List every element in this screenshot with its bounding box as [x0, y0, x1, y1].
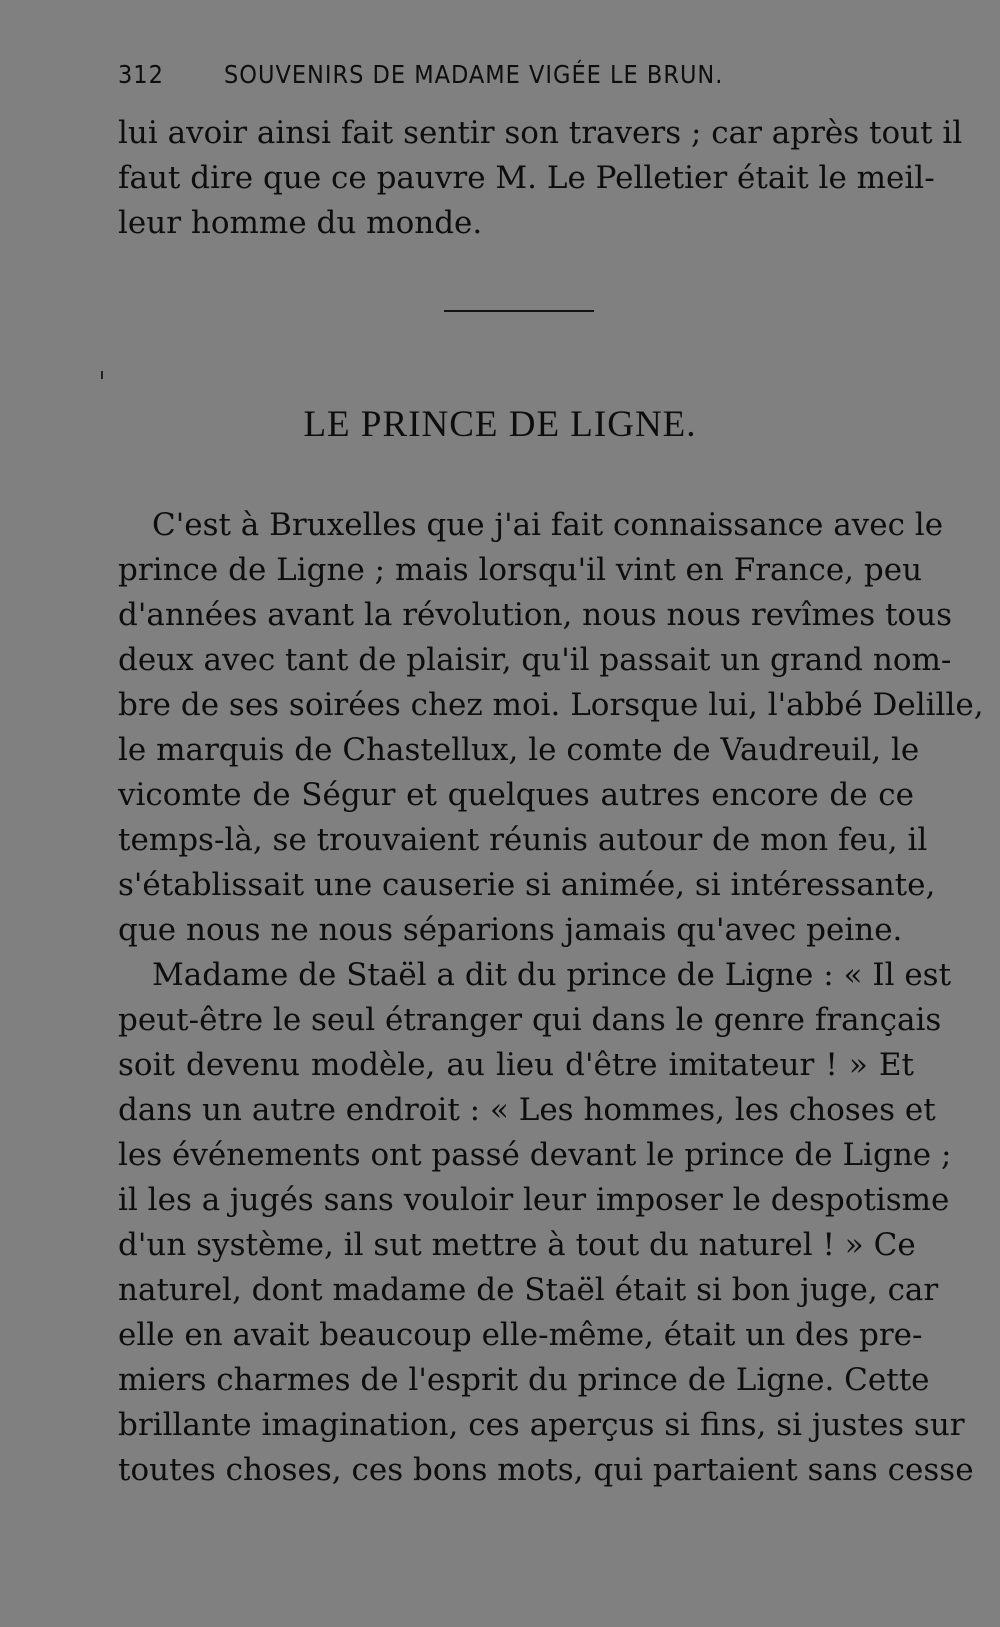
- text-line: faut dire que ce pauvre M. Le Pelletier était le meil-: [118, 160, 935, 196]
- text-line: vicomte de Ségur et quelques autres encore de ce: [118, 777, 914, 813]
- text-line: d'années avant la révolution, nous nous revîmes tous: [118, 597, 952, 633]
- text-line: miers charmes de l'esprit du prince de Ligne. Cette: [118, 1362, 930, 1398]
- text-line: le marquis de Chastellux, le comte de Vaudreuil, le: [118, 732, 920, 768]
- print-speck: [101, 371, 103, 379]
- text-line: toutes choses, ces bons mots, qui partaient sans cesse: [118, 1452, 974, 1488]
- text-line: lui avoir ainsi fait sentir son travers ; car après tout il: [118, 115, 963, 151]
- running-title: SOUVENIRS DE MADAME VIGÉE LE BRUN.: [224, 60, 724, 89]
- section-title: LE PRINCE DE LIGNE.: [303, 404, 697, 445]
- text-line: Madame de Staël a dit du prince de Ligne : « Il est: [152, 957, 952, 993]
- text-line: prince de Ligne ; mais lorsqu'il vint en France, peu: [118, 552, 923, 588]
- text-line: naturel, dont madame de Staël était si bon juge, car: [118, 1272, 939, 1308]
- text-line: deux avec tant de plaisir, qu'il passait un grand nom-: [118, 642, 952, 678]
- continued-paragraph: [118, 111, 963, 246]
- text-line: s'établissait une causerie si animée, si intéressante,: [118, 867, 936, 903]
- text-line: elle en avait beaucoup elle-même, était un des pre-: [118, 1317, 923, 1353]
- text-line: bre de ses soirées chez moi. Lorsque lui, l'abbé Delille,: [118, 687, 984, 723]
- text-line: il les a jugés sans vouloir leur imposer le despotisme: [118, 1182, 950, 1218]
- text-line: dans un autre endroit : « Les hommes, les choses et: [118, 1092, 936, 1128]
- text-line: C'est à Bruxelles que j'ai fait connaissance avec le: [152, 507, 944, 543]
- text-line: les événements ont passé devant le prince de Ligne ;: [118, 1137, 952, 1173]
- section-divider: [444, 310, 594, 312]
- text-line: peut-être le seul étranger qui dans le genre français: [118, 1002, 942, 1038]
- text-line: temps-là, se trouvaient réunis autour de mon feu, il: [118, 822, 928, 858]
- text-line: d'un système, il sut mettre à tout du naturel ! » Ce: [118, 1227, 916, 1263]
- running-head: [118, 60, 818, 96]
- text-line: brillante imagination, ces aperçus si fins, si justes sur: [118, 1407, 965, 1443]
- text-line: soit devenu modèle, au lieu d'être imitateur ! » Et: [118, 1047, 914, 1083]
- page-number: 312: [118, 60, 164, 89]
- text-line: que nous ne nous séparions jamais qu'avec peine.: [118, 912, 903, 948]
- text-line: leur homme du monde.: [118, 205, 483, 241]
- body-text: [118, 503, 984, 1493]
